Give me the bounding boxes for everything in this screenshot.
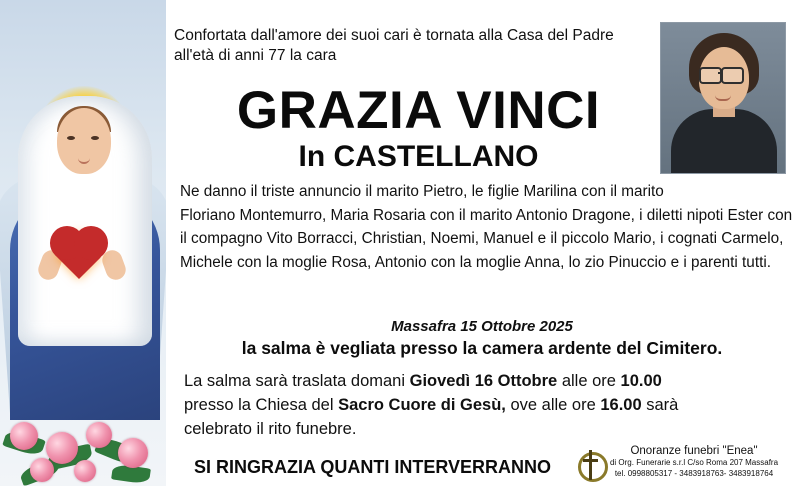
details-line-2-a: presso la Chiesa del	[184, 395, 339, 414]
details-church: Sacro Cuore di Gesù,	[338, 395, 506, 414]
intro-line-2: all'età di anni 77 la cara	[174, 46, 337, 64]
details-line-1	[184, 370, 792, 394]
eye-left	[67, 136, 75, 140]
announcement-content	[166, 0, 800, 486]
roses-decoration	[0, 376, 166, 486]
announcement-line-4: Michele con la moglie Rosa, Antonio con la moglie Anna, lo zio Pinuccio e i parenti tutti.	[180, 254, 771, 272]
agency-address: di Org. Funerarie s.r.l C/so Roma 207 Massafra	[609, 458, 779, 468]
details-time-morning: 10.00	[620, 372, 662, 390]
announcement-line-3: il compagno Vito Borracci, Christian, Noemi, Manuel e il piccolo Mario, i cognati Carmelo,	[180, 230, 784, 248]
deceased-name: GRAZIA VINCI	[236, 81, 601, 140]
cross-wreath-icon	[578, 450, 604, 480]
details-day: Giovedì 16 Ottobre	[409, 372, 558, 390]
deceased-married-name: In CASTELLANO	[298, 140, 539, 173]
announcement-line-2: Floriano Montemurro, Maria Rosaria con il marito Antonio Dragone, i diletti nipoti Ester con	[180, 206, 793, 224]
funeral-details	[184, 370, 792, 442]
intro-text	[174, 26, 684, 66]
eye-right	[91, 136, 99, 140]
details-line-2-e: sarà	[641, 395, 679, 414]
announcement-line-1: Ne danno il triste annuncio il marito Pietro, le figlie Marilina con il marito	[180, 183, 664, 200]
details-line-2-c: ove alle ore	[505, 395, 601, 414]
thanks-note: SI RINGRAZIA QUANTI INTERVERRANNO	[194, 457, 552, 477]
face	[57, 108, 111, 174]
intro-line-1: Confortata dall'amore dei suoi cari è tornata alla Casa del Padre	[174, 27, 614, 44]
agency-phone: tel. 0998805317 - 3483918763- 3483918764	[614, 469, 774, 479]
details-line-3: celebrato il rito funebre.	[184, 419, 357, 438]
details-line-1-a: La salma sarà traslata domani	[184, 372, 410, 390]
details-line-1-c: alle ore	[557, 372, 621, 390]
details-line-2	[184, 394, 792, 418]
funeral-agency-block	[596, 444, 792, 480]
details-time-afternoon: 16.00	[600, 395, 642, 414]
family-announcement	[180, 180, 792, 275]
place-and-date: Massafra 15 Ottobre 2025	[391, 318, 573, 335]
madonna-illustration	[0, 0, 166, 486]
agency-title: Onoranze funebri "Enea"	[630, 445, 758, 458]
vigil-notice: la salma è vegliata presso la camera ardente del Cimitero.	[241, 338, 723, 358]
